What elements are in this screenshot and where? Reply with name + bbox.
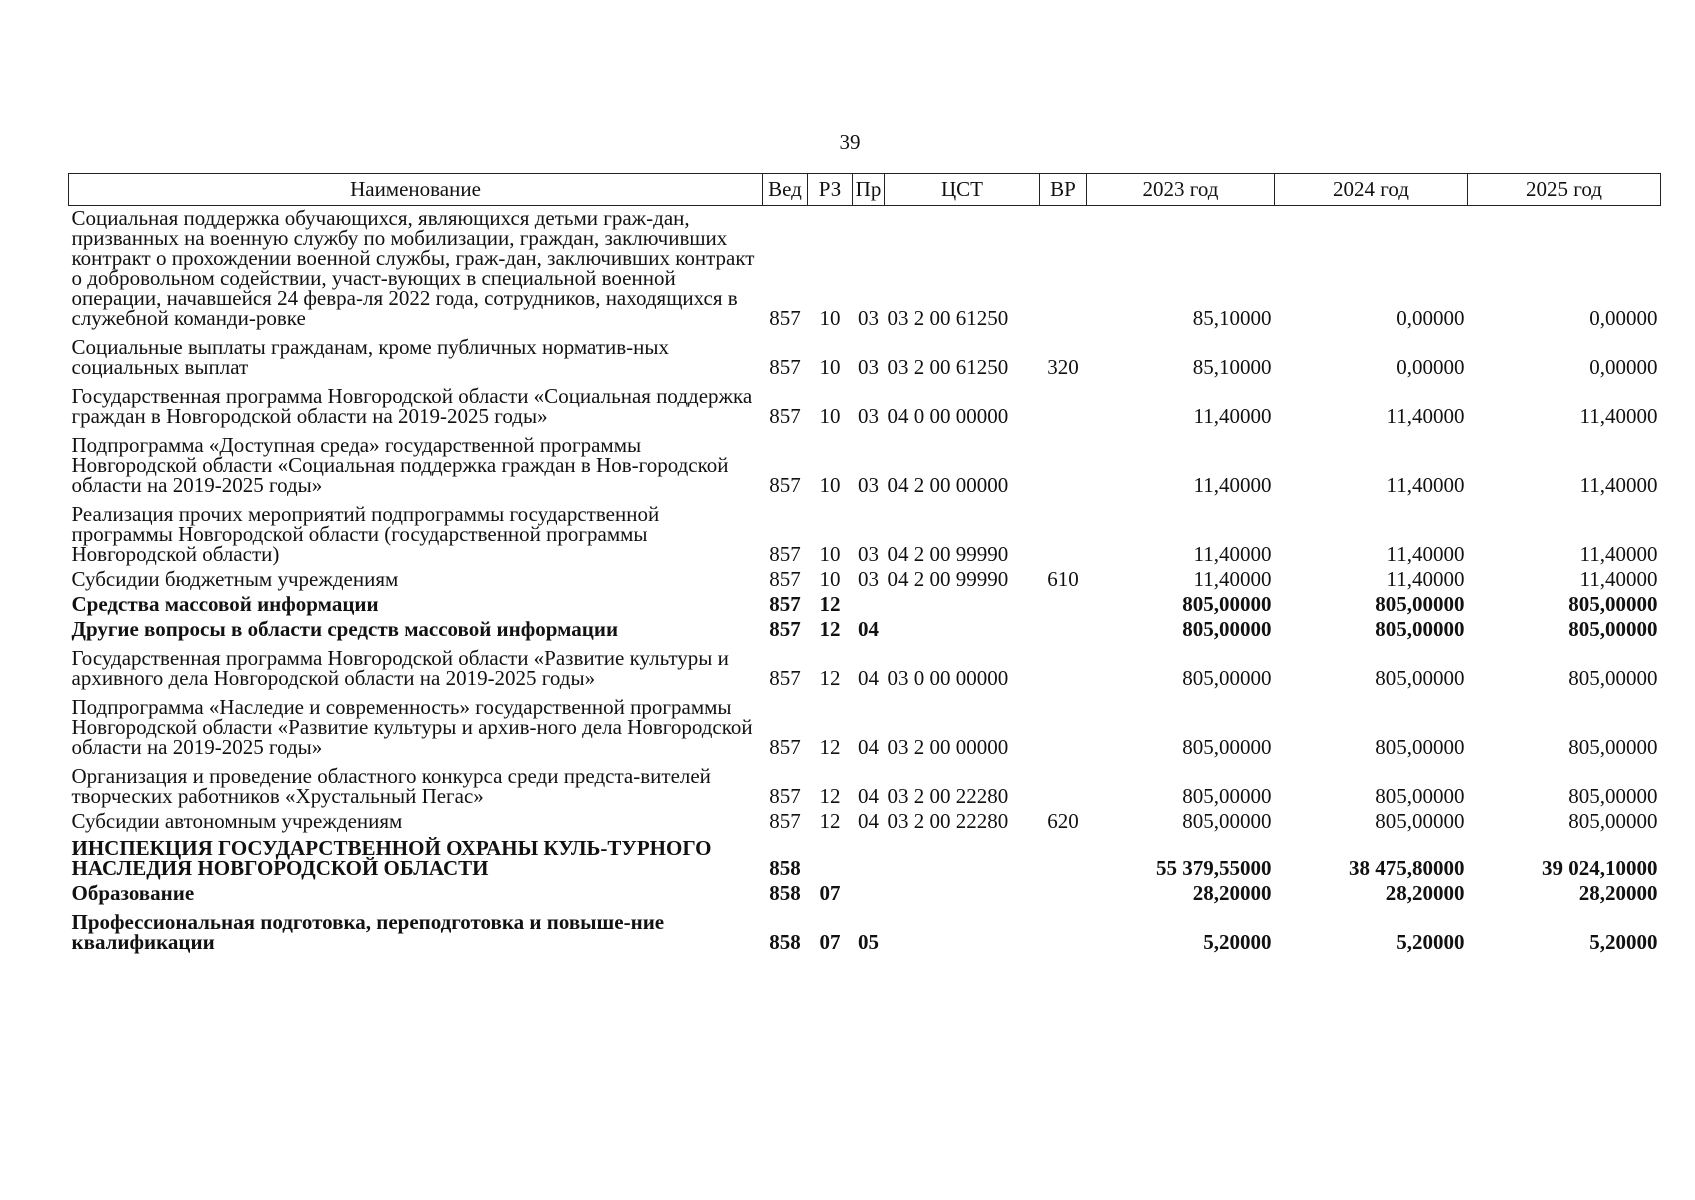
row-name: Государственная программа Новгородской области «Социальная поддержка граждан в Новгородской области на 2019-2025 годы» xyxy=(71,384,753,428)
row-pr xyxy=(853,834,885,881)
row-cst xyxy=(885,617,1040,642)
row-amount-2025: 805,00000 xyxy=(1568,735,1658,759)
row-ved: 857 xyxy=(769,735,801,759)
row-rz: 07 xyxy=(819,881,841,905)
row-pr: 03 xyxy=(858,306,879,330)
row-ved: 857 xyxy=(769,592,801,616)
row-amount-2023: 805,00000 xyxy=(1182,784,1272,808)
table-row xyxy=(69,834,1661,881)
row-amount-2025: 0,00000 xyxy=(1589,306,1658,330)
row-pr: 03 xyxy=(858,542,879,566)
row-amount-2025: 805,00000 xyxy=(1568,784,1658,808)
row-amount-2024: 11,40000 xyxy=(1386,473,1465,497)
row-pr: 03 xyxy=(858,404,879,428)
row-name: Образование xyxy=(71,881,195,905)
row-amount-2025: 805,00000 xyxy=(1568,592,1658,616)
row-amount-2023: 805,00000 xyxy=(1182,617,1272,641)
row-pr: 05 xyxy=(858,930,879,954)
row-vr: 320 xyxy=(1047,355,1079,379)
row-cst: 03 2 00 22280 xyxy=(887,784,1009,808)
row-amount-2024: 805,00000 xyxy=(1375,666,1465,690)
row-name: Подпрограмма «Наследие и современность» государственной программы Новгородской области «Развитие культуры и архив-ного дела Новгородской области на 2019-2025 годы» xyxy=(71,695,753,759)
table-body xyxy=(69,206,1661,956)
row-amount-2024: 0,00000 xyxy=(1396,306,1465,330)
row-rz xyxy=(808,834,853,881)
row-vr xyxy=(1040,881,1087,906)
row-name: Реализация прочих мероприятий подпрограммы государственной программы Новгородской области (государственной программы Новгородской области) xyxy=(71,502,660,566)
table-row xyxy=(69,809,1661,834)
table-row xyxy=(69,617,1661,642)
header-name: Наименование xyxy=(69,174,763,206)
row-ved: 857 xyxy=(769,306,801,330)
row-name: Другие вопросы в области средств массовой информации xyxy=(71,617,619,641)
row-rz: 10 xyxy=(819,542,841,566)
row-pr: 04 xyxy=(858,809,879,833)
row-amount-2024: 28,20000 xyxy=(1385,881,1465,905)
row-amount-2025: 805,00000 xyxy=(1568,809,1658,833)
row-pr: 04 xyxy=(858,617,879,641)
row-amount-2025: 5,20000 xyxy=(1589,930,1658,954)
header-pr: Пр xyxy=(853,174,885,206)
row-ved: 857 xyxy=(769,355,801,379)
row-ved: 857 xyxy=(769,542,801,566)
table-row xyxy=(69,881,1661,906)
row-vr xyxy=(1040,691,1087,760)
row-amount-2025: 28,20000 xyxy=(1578,881,1658,905)
row-amount-2023: 805,00000 xyxy=(1182,592,1272,616)
row-amount-2025: 11,40000 xyxy=(1579,542,1658,566)
row-amount-2024: 805,00000 xyxy=(1375,784,1465,808)
row-vr xyxy=(1040,429,1087,498)
row-rz: 10 xyxy=(819,355,841,379)
row-cst: 04 2 00 99990 xyxy=(887,567,1009,591)
row-name: Социальные выплаты гражданам, кроме публичных норматив-ных социальных выплат xyxy=(71,335,669,379)
row-ved: 857 xyxy=(769,404,801,428)
row-amount-2023: 11,40000 xyxy=(1193,404,1272,428)
row-cst xyxy=(885,834,1040,881)
header-2023: 2023 год xyxy=(1087,174,1275,206)
row-pr: 04 xyxy=(858,735,879,759)
header-rz: РЗ xyxy=(808,174,853,206)
row-name: Организация и проведение областного конкурса среди предста-вителей творческих работников «Хрустальный Пегас» xyxy=(71,764,711,808)
row-amount-2023: 11,40000 xyxy=(1193,473,1272,497)
row-amount-2025: 0,00000 xyxy=(1589,355,1658,379)
row-cst xyxy=(885,592,1040,617)
row-pr xyxy=(853,592,885,617)
row-name: Социальная поддержка обучающихся, являющихся детьми граж-дан, призванных на военную службу по мобилизации, граждан, заключивших контракт о прохождении военной службы, граж-дан, заключивших контракт о добровольном содействии, участ-вующих в специальной военной операции, начавшейся 24 февра-ля 2022 года, сотрудников, находящихся в служебной команди-ровке xyxy=(71,206,755,330)
page-number: 39 xyxy=(839,130,861,154)
row-amount-2024: 11,40000 xyxy=(1386,404,1465,428)
row-vr xyxy=(1040,498,1087,567)
table-row xyxy=(69,906,1661,955)
row-rz: 07 xyxy=(819,930,841,954)
row-cst: 03 0 00 00000 xyxy=(887,666,1009,690)
row-name: ИНСПЕКЦИЯ ГОСУДАРСТВЕННОЙ ОХРАНЫ КУЛЬ-ТУРНОГО НАСЛЕДИЯ НОВГОРОДСКОЙ ОБЛАСТИ xyxy=(71,836,712,880)
row-amount-2024: 11,40000 xyxy=(1386,567,1465,591)
table-row xyxy=(69,429,1661,498)
table-row xyxy=(69,592,1661,617)
row-amount-2025: 805,00000 xyxy=(1568,617,1658,641)
row-vr xyxy=(1040,617,1087,642)
row-amount-2025: 805,00000 xyxy=(1568,666,1658,690)
table-header xyxy=(69,174,1661,206)
row-amount-2024: 11,40000 xyxy=(1386,542,1465,566)
row-amount-2023: 805,00000 xyxy=(1182,666,1272,690)
row-name: Профессиональная подготовка, переподготовка и повыше-ние квалификации xyxy=(71,910,665,954)
row-ved: 858 xyxy=(769,856,801,880)
table-row xyxy=(69,691,1661,760)
row-pr xyxy=(853,881,885,906)
row-amount-2023: 11,40000 xyxy=(1193,542,1272,566)
row-amount-2023: 28,20000 xyxy=(1192,881,1272,905)
row-pr: 03 xyxy=(858,473,879,497)
row-ved: 857 xyxy=(769,473,801,497)
row-amount-2024: 805,00000 xyxy=(1375,735,1465,759)
row-cst: 03 2 00 00000 xyxy=(887,735,1009,759)
row-cst: 03 2 00 61250 xyxy=(887,306,1009,330)
row-rz: 12 xyxy=(819,735,841,759)
row-amount-2024: 805,00000 xyxy=(1375,617,1465,641)
row-ved: 857 xyxy=(769,809,801,833)
row-amount-2023: 85,10000 xyxy=(1192,355,1272,379)
table-row xyxy=(69,331,1661,380)
row-cst: 04 2 00 99990 xyxy=(887,542,1009,566)
row-vr xyxy=(1040,206,1087,332)
header-vr: ВР xyxy=(1040,174,1087,206)
row-rz: 12 xyxy=(819,592,841,616)
table-row xyxy=(69,642,1661,691)
row-pr: 03 xyxy=(858,567,879,591)
row-rz: 10 xyxy=(819,404,841,428)
row-vr xyxy=(1040,906,1087,955)
row-amount-2024: 805,00000 xyxy=(1375,592,1465,616)
row-ved: 857 xyxy=(769,784,801,808)
row-vr xyxy=(1040,642,1087,691)
row-amount-2023: 85,10000 xyxy=(1192,306,1272,330)
row-vr xyxy=(1040,592,1087,617)
row-vr: 610 xyxy=(1047,567,1079,591)
row-vr xyxy=(1040,834,1087,881)
row-rz: 10 xyxy=(819,473,841,497)
table-row xyxy=(69,498,1661,567)
row-amount-2025: 11,40000 xyxy=(1579,567,1658,591)
row-amount-2025: 39 024,10000 xyxy=(1542,856,1658,880)
table-row xyxy=(69,380,1661,429)
table-row xyxy=(69,206,1661,332)
row-rz: 12 xyxy=(819,666,841,690)
row-cst: 04 2 00 00000 xyxy=(887,473,1009,497)
row-vr xyxy=(1040,760,1087,809)
row-amount-2024: 38 475,80000 xyxy=(1349,856,1465,880)
row-name: Средства массовой информации xyxy=(71,592,379,616)
row-rz: 10 xyxy=(819,306,841,330)
header-ved: Вед xyxy=(763,174,808,206)
header-2025: 2025 год xyxy=(1468,174,1661,206)
row-cst: 03 2 00 61250 xyxy=(887,355,1009,379)
row-cst: 03 2 00 22280 xyxy=(887,809,1009,833)
row-ved: 857 xyxy=(769,666,801,690)
row-ved: 858 xyxy=(769,881,801,905)
row-amount-2024: 5,20000 xyxy=(1396,930,1465,954)
row-cst xyxy=(885,881,1040,906)
budget-table xyxy=(68,173,1661,955)
row-amount-2023: 805,00000 xyxy=(1182,735,1272,759)
table-row xyxy=(69,760,1661,809)
row-ved: 857 xyxy=(769,617,801,641)
row-amount-2025: 11,40000 xyxy=(1579,473,1658,497)
row-cst: 04 0 00 00000 xyxy=(887,404,1009,428)
header-2024: 2024 год xyxy=(1275,174,1468,206)
row-name: Государственная программа Новгородской области «Развитие культуры и архивного дела Новгородской области на 2019-2025 годы» xyxy=(71,646,729,690)
row-name: Субсидии бюджетным учреждениям xyxy=(71,567,399,591)
row-pr: 04 xyxy=(858,666,879,690)
row-rz: 12 xyxy=(819,809,841,833)
row-rz: 12 xyxy=(819,617,841,641)
row-pr: 03 xyxy=(858,355,879,379)
table-row xyxy=(69,567,1661,592)
row-pr: 04 xyxy=(858,784,879,808)
row-name: Подпрограмма «Доступная среда» государственной программы Новгородской области «Социальная поддержка граждан в Нов-городской области на 2019-2025 годы» xyxy=(71,433,729,497)
row-vr xyxy=(1040,380,1087,429)
row-rz: 12 xyxy=(819,784,841,808)
row-amount-2025: 11,40000 xyxy=(1579,404,1658,428)
header-cst: ЦСТ xyxy=(885,174,1040,206)
row-amount-2023: 805,00000 xyxy=(1182,809,1272,833)
row-amount-2024: 805,00000 xyxy=(1375,809,1465,833)
row-name: Субсидии автономным учреждениям xyxy=(71,809,403,833)
row-ved: 858 xyxy=(769,930,801,954)
row-amount-2023: 5,20000 xyxy=(1203,930,1272,954)
row-amount-2023: 55 379,55000 xyxy=(1156,856,1272,880)
row-cst xyxy=(885,906,1040,955)
row-ved: 857 xyxy=(769,567,801,591)
row-vr: 620 xyxy=(1047,809,1079,833)
row-rz: 10 xyxy=(819,567,841,591)
row-amount-2023: 11,40000 xyxy=(1193,567,1272,591)
row-amount-2024: 0,00000 xyxy=(1396,355,1465,379)
